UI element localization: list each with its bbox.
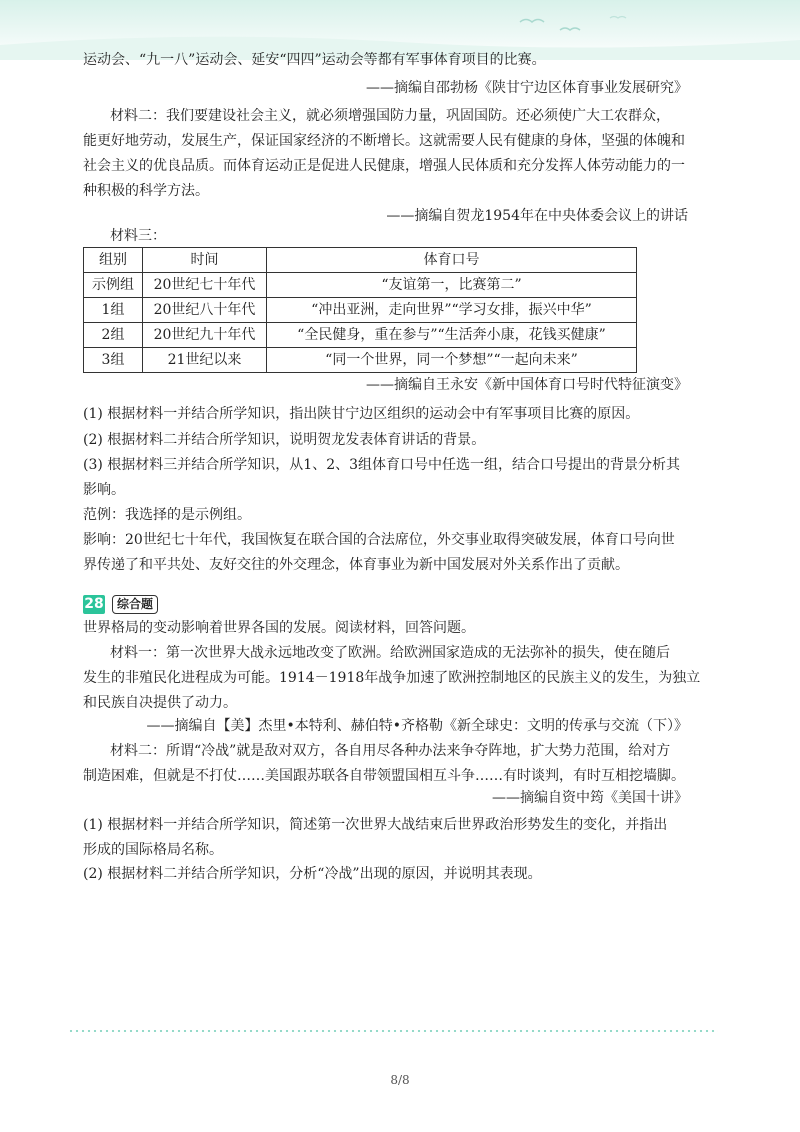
table-header: 组别: [84, 248, 143, 273]
material2-line-2: 能更好地劳动，发展生产，保证国家经济的不断增长。这就需要人民有健康的身体，坚强的体魄和: [83, 133, 685, 149]
material1-tail: 运动会、“九一八”运动会、延安“四四”运动会等都有军事体育项目的比赛。: [83, 52, 546, 68]
table-header: 体育口号: [267, 248, 637, 273]
slogan-table: [83, 247, 637, 373]
q28-material1-line-2: 发生的非殖民化进程成为可能。1914－1918年战争加速了欧洲控制地区的民族主义的发生，为独立: [83, 670, 701, 686]
table-cell: 21世纪以来: [143, 348, 267, 373]
page-number: 8/8: [390, 1073, 410, 1087]
table-row: [84, 323, 637, 348]
question-3-line-1: (3) 根据材料三并结合所学知识，从1、2、3组体育口号中任选一组，结合口号提出的背景分析其: [83, 457, 681, 473]
table-row: [84, 298, 637, 323]
table-row: [84, 273, 637, 298]
question-number-badge: 28: [84, 596, 104, 612]
q28-question-1-line-1: (1) 根据材料一并结合所学知识，简述第一次世界大战结束后世界政治形势发生的变化，并指出: [83, 817, 668, 833]
table-cell: “同一个世界，同一个梦想”“一起向未来”: [267, 348, 637, 373]
q28-material2-line-1: 材料二：所谓“冷战”就是敌对双方，各自用尽各种办法来争夺阵地，扩大势力范围，给对方: [110, 743, 671, 759]
q28-question-2: (2) 根据材料二并结合所学知识，分析“冷战”出现的原因，并说明其表现。: [83, 866, 542, 882]
q28-question-1-line-2: 形成的国际格局名称。: [83, 842, 223, 858]
table-header: 时间: [143, 248, 267, 273]
q28-intro: 世界格局的变动影响着世界各国的发展。阅读材料，回答问题。: [83, 620, 475, 636]
material2-line-4: 种积极的科学方法。: [83, 183, 209, 199]
q28-source-2: ——摘编自资中筠《美国十讲》: [492, 790, 688, 806]
table-cell: “全民健身，重在参与”“生活奔小康，花钱买健康”: [267, 323, 637, 348]
table-header-row: [84, 248, 637, 273]
material2-line-1: 材料二：我们要建设社会主义，就必须增强国防力量，巩固国防。还必须使广大工农群众，: [110, 108, 670, 124]
table-cell: “冲出亚洲，走向世界”“学习女排，振兴中华”: [267, 298, 637, 323]
q28-material1-line-1: 材料一：第一次世界大战永远地改变了欧洲。给欧洲国家造成的无法弥补的损失，使在随后: [110, 645, 670, 661]
table-cell: 1组: [84, 298, 143, 323]
material2-line-3: 社会主义的优良品质。而体育运动正是促进人民健康，增强人民体质和充分发挥人体劳动能力的一: [83, 158, 685, 174]
question-3-line-2: 影响。: [83, 482, 125, 498]
table-cell: 20世纪八十年代: [143, 298, 267, 323]
example-line-1: 范例：我选择的是示例组。: [83, 507, 251, 523]
table-row: [84, 348, 637, 373]
source-2: ——摘编自贺龙1954年在中央体委会议上的讲话: [386, 208, 688, 224]
question-2: (2) 根据材料二并结合所学知识，说明贺龙发表体育讲话的背景。: [83, 432, 486, 448]
example-line-2: 影响：20世纪七十年代，我国恢复在联合国的合法席位，外交事业取得突破发展，体育口号向世: [83, 532, 675, 548]
question-type-tag: 综合题: [112, 595, 158, 614]
source-1: ——摘编自邵勃杨《陕甘宁边区体育事业发展研究》: [366, 80, 688, 96]
table-cell: 示例组: [84, 273, 143, 298]
material3-label: 材料三：: [110, 228, 166, 244]
question-1: (1) 根据材料一并结合所学知识，指出陕甘宁边区组织的运动会中有军事项目比赛的原因。: [83, 406, 640, 422]
example-line-3: 界传递了和平共处、友好交往的外交理念，体育事业为新中国发展对外关系作出了贡献。: [83, 557, 629, 573]
source-3: ——摘编自王永安《新中国体育口号时代特征演变》: [366, 377, 688, 393]
q28-source-1: ——摘编自【美】杰里•本特利、赫伯特•齐格勒《新全球史：文明的传承与交流（下）》: [146, 718, 688, 734]
table-cell: “友谊第一，比赛第二”: [267, 273, 637, 298]
table-cell: 3组: [84, 348, 143, 373]
q28-material1-line-3: 和民族自决提供了动力。: [83, 695, 237, 711]
q28-material2-line-2: 制造困难，但就是不打仗……美国跟苏联各自带领盟国相互斗争……有时谈判，有时互相挖墙脚。: [83, 768, 685, 784]
table-cell: 20世纪九十年代: [143, 323, 267, 348]
footer-dotted-divider: [68, 1030, 718, 1032]
table-cell: 20世纪七十年代: [143, 273, 267, 298]
table-cell: 2组: [84, 323, 143, 348]
